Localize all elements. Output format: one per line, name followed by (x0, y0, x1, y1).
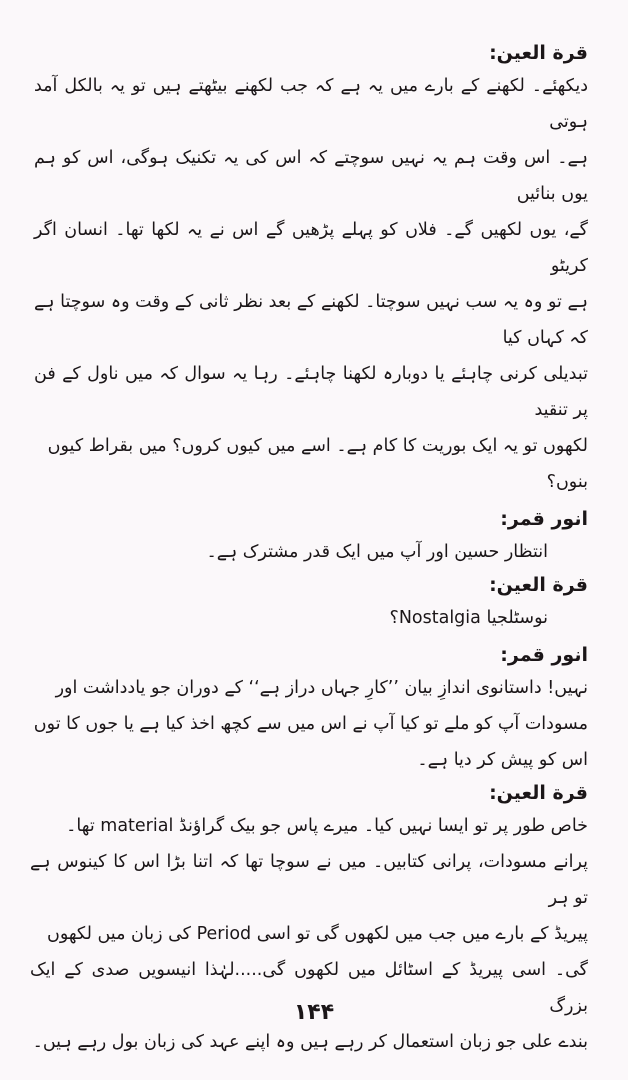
dialogue-block (30, 640, 588, 778)
text-line: اس کو پیش کر دیا ہے۔ (417, 750, 588, 770)
text-line: ہے۔ اس وقت ہم یہ نہیں سوچتے کہ اس کی یہ تکنیک ہوگی، اس کو ہم یوں بنائیں (34, 148, 588, 204)
text-line: گے، یوں لکھیں گے۔ فلاں کو پہلے پڑھیں گے اس نے یہ لکھا تھا۔ انسان اگر کریٹو (34, 220, 588, 276)
text-line: پیریڈ کے بارے میں جب میں لکھوں گی تو اسی Period کی زبان میں لکھوں (46, 924, 588, 944)
speaker-name: قرة العین: (489, 782, 588, 804)
text-line: ہے تو وہ یہ سب نہیں سوچتا۔ لکھنے کے بعد نظر ثانی کے وقت وہ سوچتا ہے کہ کہاں کیا (34, 292, 588, 348)
text-line: نہیں! داستانوی اندازِ بیان ’’کارِ جہاں دراز ہے‘‘ کے دوران جو یادداشت اور (55, 678, 588, 698)
speaker-name: انور قمر: (500, 644, 588, 666)
text-line: مسودات آپ کو ملے تو کیا آپ نے اس میں سے کچھ اخذ کیا ہے یا جوں کا توں (33, 714, 588, 734)
dialogue-block (30, 570, 588, 636)
speaker-name: قرة العین: (489, 42, 588, 64)
dialogue-text (30, 534, 588, 570)
text-line: بندے علی جو زبان استعمال کر رہے ہیں وہ اپنے عہد کی زبان بول رہے ہیں۔ (32, 1032, 588, 1052)
text-line: گی۔ اسی پیریڈ کے اسٹائل میں لکھوں گی.....لہٰذا انیسویں صدی کے ایک بزرگ (30, 960, 588, 1016)
dialogue-text (30, 600, 588, 636)
text-line: انتظار حسین اور آپ میں ایک قدر مشترک ہے۔ (206, 542, 548, 562)
dialogue-block (30, 504, 588, 570)
dialogue-text (30, 68, 588, 500)
speaker-name: قرة العین: (489, 574, 588, 596)
dialogue-block (30, 38, 588, 500)
text-line: بنوں؟ (546, 472, 588, 492)
text-line: لکھوں تو یہ ایک بوریت کا کام ہے۔ اسے میں کیوں کروں؟ میں بقراط کیوں (47, 436, 588, 456)
dialogue-text (30, 670, 588, 778)
text-line: پرانے مسودات، پرانی کتابیں۔ میں نے سوچا تھا کہ اتنا بڑا اس کا کینوس ہے تو ہر (30, 852, 588, 908)
text-line: دیکھئے۔ لکھنے کے بارے میں یہ ہے کہ جب لکھنے بیٹھتے ہیں تو یہ بالکل آمد ہوتی (34, 76, 588, 132)
text-line: خاص طور پر تو ایسا نہیں کیا۔ میرے پاس جو بیک گراؤنڈ material تھا۔ (66, 816, 588, 836)
speaker-name: انور قمر: (500, 508, 588, 530)
text-line: تبدیلی کرنی چاہئے یا دوبارہ لکھنا چاہئے۔ رہا یہ سوال کہ میں ناول کے فن پر تنقید (34, 364, 588, 420)
page-number: ۱۴۴ (293, 1000, 335, 1025)
text-line: نوسٹلجیا Nostalgia؟ (389, 608, 548, 628)
